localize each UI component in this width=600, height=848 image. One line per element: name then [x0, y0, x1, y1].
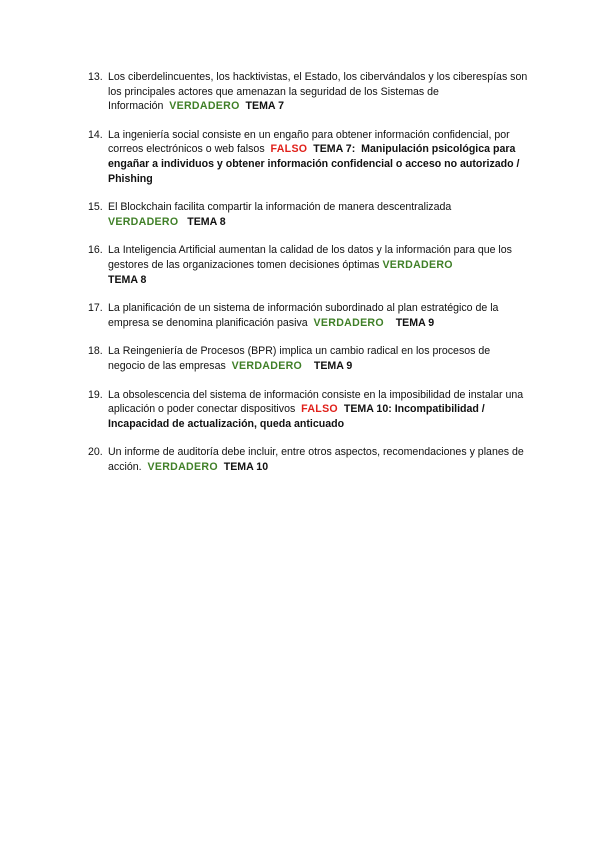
question-number: 13. — [88, 71, 103, 83]
question-body — [108, 243, 528, 287]
answer-label: VERDADERO — [313, 316, 384, 329]
tema-label: TEMA 9 — [313, 359, 353, 372]
question-number: 18. — [88, 345, 103, 358]
tema-label: TEMA 7 — [245, 100, 284, 113]
answer-label: VERDADERO — [147, 460, 218, 473]
answer-note: Incompatibilidad / Incapacidad de actualización, queda anticuado — [108, 403, 485, 430]
question-number: 20. — [88, 446, 103, 459]
question-body — [108, 388, 528, 432]
question-list — [88, 70, 528, 488]
question-14 — [88, 128, 528, 186]
question-text: La planificación de un sistema de información subordinado al plan estratégico de la empresa se denomina planificación pasiva — [108, 302, 499, 329]
question-body — [108, 128, 528, 186]
answer-label: VERDADERO — [108, 215, 179, 228]
question-text: La obsolescencia del sistema de información consiste en la imposibilidad de instalar una aplicación o poder conectar dispositivos — [108, 388, 524, 416]
question-number: 17. — [88, 302, 103, 315]
question-body — [108, 344, 528, 373]
tema-label: TEMA 8 — [108, 273, 147, 286]
question-body — [108, 200, 528, 229]
question-body — [108, 301, 528, 330]
question-19 — [88, 388, 528, 432]
question-body — [108, 70, 528, 114]
question-text: La Reingeniería de Procesos (BPR) implica un cambio radical en los procesos de negocio de las empresas — [108, 345, 491, 372]
question-16 — [88, 243, 528, 287]
question-13 — [88, 70, 528, 114]
question-text: Un informe de auditoría debe incluir, entre otros aspectos, recomendaciones y planes de acción. — [108, 446, 524, 473]
answer-label: VERDADERO — [382, 258, 453, 271]
answer-label: VERDADERO — [231, 359, 303, 372]
question-15 — [88, 200, 528, 229]
question-number: 16. — [88, 244, 103, 257]
question-text: La ingeniería social consiste en un engaño para obtener información confidencial, por correos electrónicos o web falsos — [108, 128, 510, 156]
question-text: El Blockchain facilita compartir la información de manera descentralizada — [108, 201, 452, 214]
question-18 — [88, 344, 528, 373]
tema-label: TEMA 10: — [343, 403, 392, 416]
tema-label: TEMA 8 — [187, 215, 226, 228]
question-number: 19. — [88, 388, 103, 401]
question-body — [108, 445, 528, 474]
question-text: Los ciberdelincuentes, los hacktivistas, el Estado, los cibervándalos y los ciberespías son los principales actores que amenazan la seguridad de los Sistemas de Información — [108, 71, 528, 113]
tema-label: TEMA 10 — [223, 460, 269, 473]
question-text: La Inteligencia Artificial aumentan la calidad de los datos y la información para que los gestores de las organizaciones tomen decisiones óptimas — [108, 244, 512, 271]
answer-note: Manipulación psicológica para engañar a individuos y obtener información confidencial o acceso no autorizado / Phishing — [108, 143, 520, 185]
question-20 — [88, 445, 528, 474]
tema-label: TEMA 7: — [313, 143, 356, 156]
question-number: 14. — [88, 128, 103, 141]
question-17 — [88, 301, 528, 330]
question-number: 15. — [88, 201, 103, 214]
answer-label: VERDADERO — [169, 100, 240, 113]
answer-label: FALSO — [301, 403, 338, 416]
answer-label: FALSO — [270, 143, 308, 156]
tema-label: TEMA 9 — [395, 316, 435, 329]
